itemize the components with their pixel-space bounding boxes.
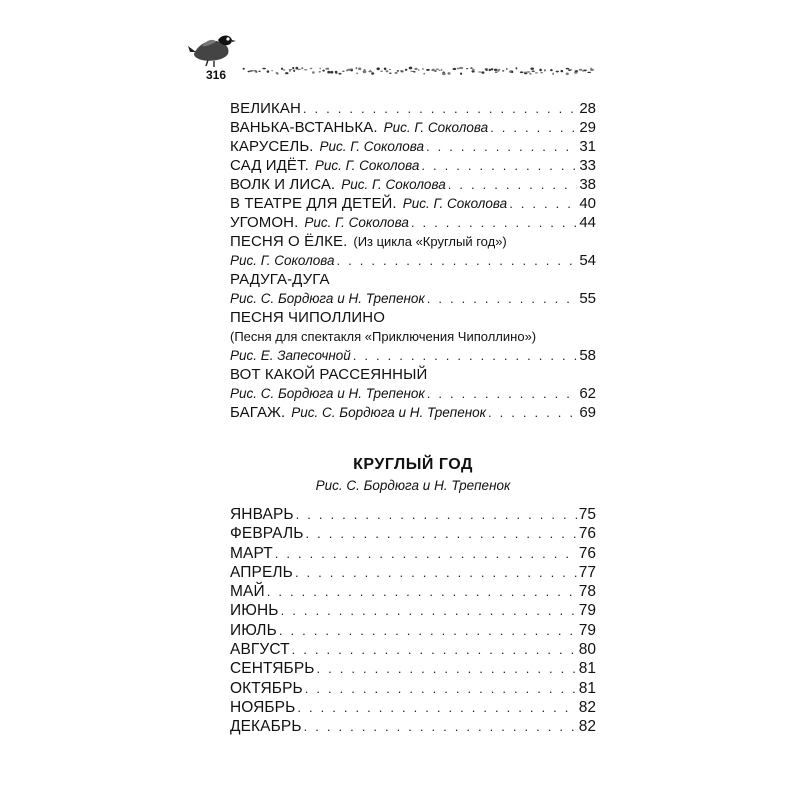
dot-leader	[275, 544, 577, 563]
speckle-dot	[587, 72, 591, 73]
toc-entry-page: 33	[579, 157, 596, 174]
toc-entry	[230, 175, 596, 194]
speckle-dot	[413, 71, 415, 73]
dot-leader	[297, 698, 576, 717]
speckle-dot	[310, 68, 313, 69]
speckle-dot	[529, 73, 531, 74]
toc-entry	[230, 251, 596, 270]
section-title: КРУГЛЫЙ ГОД	[353, 456, 473, 473]
toc-entry-illustrator: Рис. Г. Соколова	[402, 196, 508, 211]
speckle-dot	[530, 68, 534, 70]
speckle-dot	[466, 68, 468, 69]
speckle-dot	[459, 67, 463, 69]
speckle-dot	[262, 68, 266, 70]
page-number: 316	[206, 68, 227, 82]
speckle-dot	[495, 72, 498, 73]
toc-entry	[230, 544, 596, 563]
speckle-dot	[312, 71, 315, 73]
toc-entry-title: МАРТ	[230, 544, 273, 562]
speckle-dot	[491, 68, 493, 70]
speckle-dot	[418, 69, 420, 71]
speckle-dot	[432, 69, 435, 71]
toc-entry-note: (Из цикла «Круглый год»)	[353, 234, 507, 249]
toc-entry-title: ПЕСНЯ ЧИПОЛЛИНО	[230, 309, 385, 326]
dot-leader	[490, 118, 577, 137]
dot-leader	[306, 524, 577, 543]
toc-entry-page: 69	[579, 404, 596, 421]
speckle-dot	[255, 71, 257, 72]
speckle-dot	[516, 67, 518, 69]
dot-leader	[279, 621, 577, 640]
dot-leader	[421, 156, 577, 175]
bird-icon	[188, 28, 236, 70]
toc-entry-page: 38	[579, 176, 596, 193]
table-of-contents-months	[230, 505, 596, 737]
table-of-contents	[230, 99, 596, 422]
toc-entry-page: 54	[579, 252, 596, 269]
toc-entry	[230, 118, 596, 137]
toc-entry	[230, 601, 596, 620]
toc-entry	[230, 717, 596, 736]
speckle-dot	[457, 68, 460, 70]
dot-leader	[448, 175, 578, 194]
speckle-dot	[327, 71, 330, 74]
toc-entry-page: 28	[579, 100, 596, 117]
toc-entry-illustrator: Рис. Г. Соколова	[319, 139, 425, 154]
toc-entry	[230, 213, 596, 232]
toc-entry-illustrator: Рис. С. Бордюга и Н. Трепенок	[230, 291, 425, 306]
speckle-dot	[566, 68, 569, 70]
speckle-dot	[471, 67, 473, 69]
speckle-dot	[295, 67, 298, 70]
speckle-dot	[511, 71, 513, 74]
speckle-dot	[414, 68, 417, 70]
speckle-dot	[405, 69, 408, 71]
dot-leader	[317, 659, 577, 678]
speckle-dot	[253, 70, 257, 72]
speckle-dot	[322, 70, 325, 72]
toc-entry	[230, 308, 596, 327]
speckle-dot	[297, 69, 301, 70]
speckle-dot	[267, 70, 270, 72]
toc-entry-title: ВЕЛИКАН	[230, 100, 301, 117]
toc-entry-page: 82	[578, 698, 596, 716]
toc-entry	[230, 156, 596, 175]
toc-entry-page: 31	[579, 138, 596, 155]
speckle-dot	[426, 69, 430, 71]
speckle-dot	[439, 70, 441, 71]
speckle-dot	[460, 73, 462, 75]
speckle-dot	[481, 71, 484, 73]
speckle-dot	[243, 68, 245, 70]
speckle-dot	[434, 70, 437, 72]
dot-leader	[304, 717, 577, 736]
toc-entry	[230, 346, 596, 365]
toc-entry-title: ЯНВАРЬ	[230, 506, 294, 523]
toc-entry-title: АПРЕЛЬ	[230, 563, 293, 581]
toc-entry	[230, 505, 596, 524]
speckle-dot	[423, 73, 425, 75]
toc-entry-illustrator: Рис. Г. Соколова	[341, 177, 446, 192]
speckle-dot	[289, 69, 291, 72]
speckle-dot	[368, 71, 372, 73]
dot-leader	[427, 384, 578, 403]
speckle-dot	[350, 68, 353, 70]
dot-leader	[336, 251, 577, 270]
toc-entry-illustrator: Рис. Г. Соколова	[314, 158, 420, 173]
toc-entry-title: ВОЛК И ЛИСА.	[230, 176, 336, 193]
speckle-dot	[356, 67, 358, 69]
toc-entry-title: КАРУСЕЛЬ.	[230, 138, 314, 155]
speckle-dot	[447, 72, 450, 75]
toc-entry	[230, 640, 596, 659]
toc-entry-title: ВАНЬКА-ВСТАНЬКА.	[230, 119, 378, 136]
speckle-dot	[436, 69, 439, 70]
speckle-dot	[570, 69, 572, 70]
toc-entry-page: 81	[578, 660, 596, 678]
toc-entry-illustrator: Рис. Е. Запесочной	[230, 348, 351, 363]
dot-leader	[292, 640, 577, 659]
toc-entry	[230, 194, 596, 213]
decorative-speckle-border	[240, 66, 596, 76]
speckle-dot	[301, 67, 303, 69]
toc-entry-page: 82	[578, 718, 596, 736]
speckle-dot	[472, 70, 475, 72]
toc-entry-page: 81	[578, 679, 596, 697]
speckle-dot	[377, 67, 380, 70]
toc-entry	[230, 232, 596, 251]
toc-entry	[230, 563, 596, 582]
section-subtitle: Рис. С. Бордюга и Н. Трепенок	[315, 478, 511, 493]
toc-entry-page: 80	[578, 641, 596, 659]
speckle-dot	[502, 70, 504, 71]
toc-entry-title: УГОМОН.	[230, 214, 299, 231]
toc-entry-title: НОЯБРЬ	[230, 698, 296, 716]
speckle-dot	[319, 71, 321, 73]
toc-entry-page: 62	[579, 385, 596, 402]
dot-leader	[427, 289, 578, 308]
dot-leader	[488, 403, 577, 422]
speckle-dot	[539, 69, 542, 72]
toc-entry-title: ДЕКАБРЬ	[230, 718, 302, 736]
speckle-dot	[550, 69, 553, 71]
dot-leader	[267, 582, 577, 601]
speckle-dot	[283, 69, 285, 71]
speckle-dot	[575, 70, 579, 72]
speckle-dot	[342, 71, 344, 72]
toc-entry-title: РАДУГА-ДУГА	[230, 271, 330, 288]
toc-entry	[230, 270, 596, 289]
speckle-dot	[532, 71, 535, 72]
speckle-dot	[566, 73, 569, 76]
speckle-dot	[590, 69, 594, 71]
speckle-dot	[561, 70, 564, 72]
toc-entry-title: ФЕВРАЛЬ	[230, 525, 304, 543]
speckle-dot	[330, 71, 333, 74]
speckle-dot	[304, 69, 307, 70]
speckle-dot	[285, 72, 288, 74]
speckle-dot	[371, 72, 374, 74]
speckle-dot	[442, 73, 446, 76]
speckle-dot	[494, 69, 498, 71]
toc-entry-illustrator: Рис. Г. Соколова	[230, 253, 335, 268]
toc-entry-page: 75	[578, 506, 596, 523]
toc-entry-title: ИЮЛЬ	[230, 621, 277, 639]
toc-entry-page: 58	[579, 347, 596, 364]
speckle-dot	[363, 70, 367, 73]
speckle-dot	[544, 69, 546, 71]
speckle-dot	[478, 71, 481, 72]
speckle-dot	[535, 72, 538, 73]
dot-leader	[305, 679, 577, 698]
toc-entry-title: БАГАЖ.	[230, 404, 286, 421]
dot-leader	[281, 601, 577, 620]
toc-entry-page: 77	[578, 563, 596, 581]
speckle-dot	[400, 70, 403, 71]
toc-entry-illustrator: Рис. Г. Соколова	[383, 120, 489, 135]
speckle-dot	[356, 73, 358, 75]
toc-entry-page: 79	[578, 621, 596, 639]
speckle-dot	[556, 71, 559, 73]
speckle-dot	[358, 68, 361, 71]
speckle-dot	[441, 69, 443, 71]
toc-entry-title: АВГУСТ	[230, 641, 290, 659]
speckle-dot	[489, 69, 491, 72]
speckle-dot	[409, 67, 413, 70]
toc-entry-title: СЕНТЯБРЬ	[230, 660, 315, 678]
toc-entry	[230, 99, 596, 118]
speckle-dot	[453, 68, 457, 70]
speckle-dot	[422, 68, 424, 69]
toc-entry-title: ОКТЯБРЬ	[230, 679, 303, 697]
toc-entry	[230, 137, 596, 156]
toc-entry	[230, 582, 596, 601]
toc-entry-title: ИЮНЬ	[230, 602, 279, 620]
speckle-dot	[338, 73, 341, 74]
toc-entry	[230, 698, 596, 717]
speckle-dot	[395, 72, 398, 74]
dot-leader	[411, 213, 577, 232]
toc-entry-page: 76	[578, 544, 596, 562]
speckle-dot	[579, 69, 582, 71]
speckle-dot	[389, 69, 391, 70]
toc-entry	[230, 384, 596, 403]
toc-entry-title: В ТЕАТРЕ ДЛЯ ДЕТЕЙ.	[230, 195, 397, 212]
speckle-dot	[281, 68, 283, 70]
toc-entry-title: САД ИДЁТ.	[230, 157, 309, 174]
dot-leader	[426, 137, 577, 156]
toc-entry	[230, 327, 596, 346]
speckle-dot	[527, 71, 531, 72]
dot-leader	[296, 505, 577, 524]
toc-entry-title: МАЙ	[230, 583, 265, 601]
toc-entry	[230, 621, 596, 640]
speckle-dot	[258, 71, 260, 72]
speckle-dot	[384, 68, 387, 71]
toc-entry	[230, 365, 596, 384]
speckle-dot	[397, 70, 399, 72]
speckle-dot	[319, 68, 321, 69]
toc-entry-page: 78	[578, 583, 596, 601]
speckle-dot	[386, 70, 389, 72]
dot-leader	[303, 99, 577, 118]
toc-entry-illustrator: Рис. Г. Соколова	[304, 215, 409, 230]
toc-entry-page: 40	[579, 195, 596, 212]
toc-entry	[230, 659, 596, 678]
toc-entry-note: (Песня для спектакля «Приключения Чиполлино»)	[230, 329, 537, 344]
speckle-dot	[552, 73, 554, 76]
speckle-dot	[486, 70, 488, 72]
speckle-dot	[498, 69, 500, 70]
dot-leader	[509, 194, 577, 213]
toc-entry	[230, 679, 596, 698]
speckle-dot	[325, 68, 329, 70]
dot-leader	[353, 346, 578, 365]
toc-entry-page: 76	[578, 525, 596, 543]
toc-entry	[230, 524, 596, 543]
toc-entry-illustrator: Рис. С. Бордюга и Н. Трепенок	[291, 405, 487, 420]
toc-entry-page: 29	[579, 119, 596, 136]
speckle-dot	[506, 68, 508, 70]
speckle-dot	[335, 71, 338, 73]
speckle-dot	[380, 71, 383, 72]
dot-leader	[295, 563, 577, 582]
speckle-dot	[389, 73, 392, 74]
speckle-dot	[271, 70, 273, 71]
speckle-dot	[472, 69, 475, 70]
toc-entry-page: 44	[579, 214, 596, 231]
toc-entry-title: ВОТ КАКОЙ РАССЕЯННЫЙ	[230, 366, 428, 383]
speckle-dot	[276, 72, 279, 74]
speckle-dot	[582, 70, 584, 72]
toc-entry	[230, 403, 596, 422]
speckle-dot	[293, 70, 295, 72]
toc-entry-page: 55	[579, 290, 596, 307]
toc-entry-illustrator: Рис. С. Бордюга и Н. Трепенок	[230, 386, 425, 401]
toc-entry-title: ПЕСНЯ О ЁЛКЕ.	[230, 233, 348, 250]
speckle-dot	[292, 67, 294, 69]
speckle-dot	[251, 70, 253, 71]
toc-entry	[230, 289, 596, 308]
page-header	[188, 28, 608, 88]
speckle-dot	[520, 71, 524, 73]
speckle-dot	[541, 72, 543, 74]
toc-entry-page: 79	[578, 602, 596, 620]
